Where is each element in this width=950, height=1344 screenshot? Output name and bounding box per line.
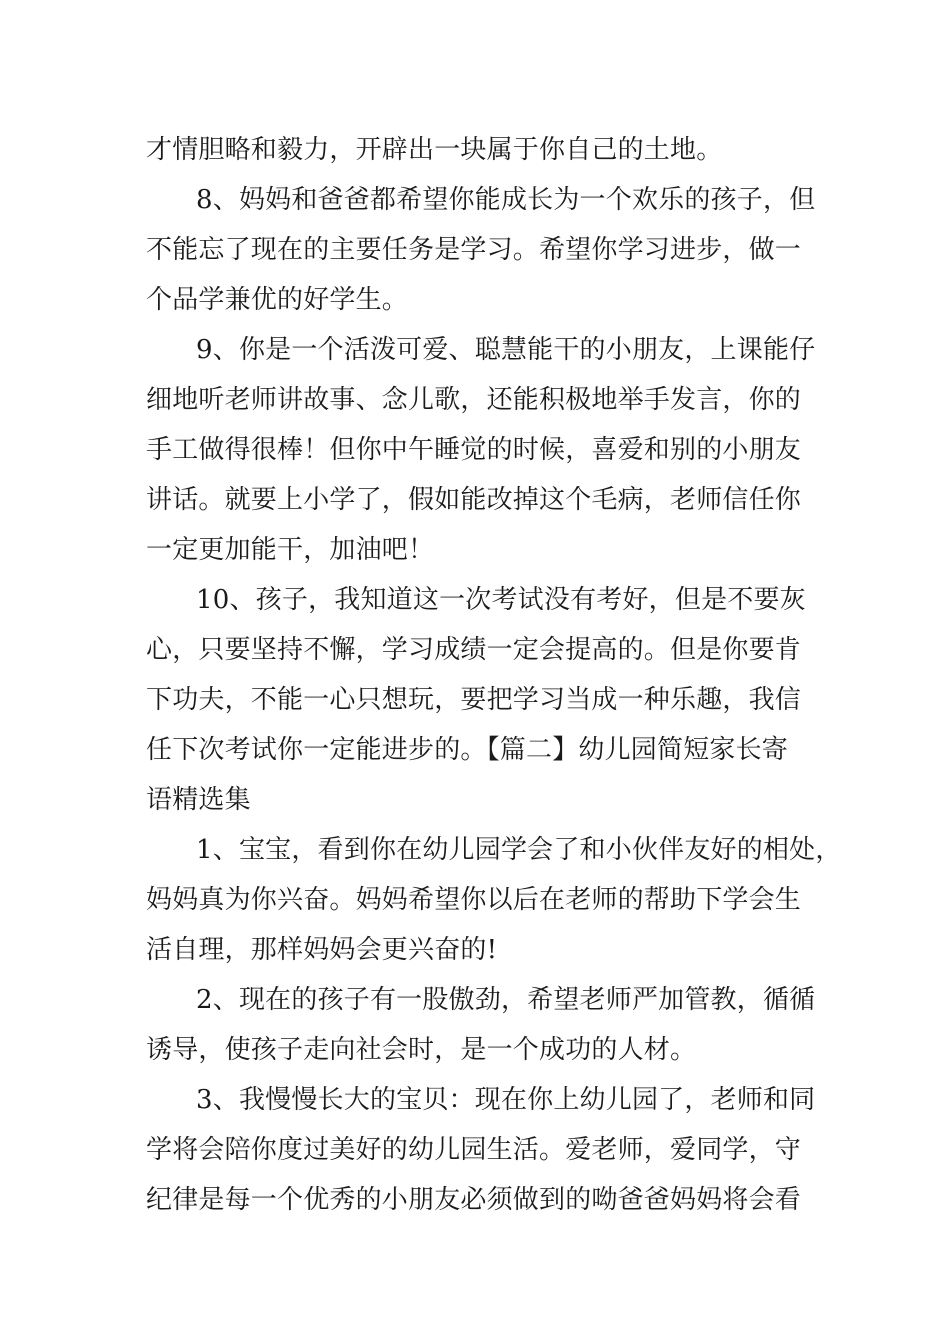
text-line: 下功夫，不能一心只想玩，要把学习当成一种乐趣，我信 [146, 685, 802, 715]
text-line: 不能忘了现在的主要任务是学习。希望你学习进步，做一 [146, 235, 802, 265]
text-line: 纪律是每一个优秀的小朋友必须做到的呦爸爸妈妈将会看 [146, 1185, 802, 1215]
text-line: 才情胆略和毅力，开辟出一块属于你自己的土地。 [146, 135, 723, 165]
text-line: 心，只要坚持不懈，学习成绩一定会提高的。但是你要肯 [146, 635, 802, 665]
text-line: 语精选集 [146, 785, 251, 815]
text-line: 讲话。就要上小学了，假如能改掉这个毛病，老师信任你 [146, 485, 802, 515]
text-line: 细地听老师讲故事、念儿歌，还能积极地举手发言，你的 [146, 385, 802, 415]
text-line: 10、孩子，我知道这一次考试没有考好，但是不要灰 [196, 585, 806, 615]
text-line: 1、宝宝，看到你在幼儿园学会了和小伙伴友好的相处， [196, 835, 842, 865]
text-line: 一定更加能干，加油吧！ [146, 535, 435, 565]
text-line: 学将会陪你度过美好的幼儿园生活。爱老师，爱同学，守 [146, 1135, 802, 1165]
text-line: 2、现在的孩子有一股傲劲，希望老师严加管教，循循 [196, 985, 816, 1015]
text-line: 任下次考试你一定能进步的。【篇二】幼儿园简短家长寄 [146, 735, 789, 765]
text-line: 诱导，使孩子走向社会时，是一个成功的人材。 [146, 1035, 697, 1065]
text-line: 个品学兼优的好学生。 [146, 285, 409, 315]
text-line: 活自理，那样妈妈会更兴奋的! [146, 935, 498, 965]
text-line: 9、你是一个活泼可爱、聪慧能干的小朋友，上课能仔 [196, 335, 816, 365]
text-line: 3、我慢慢长大的宝贝：现在你上幼儿园了，老师和同 [196, 1085, 816, 1115]
text-line: 手工做得很棒！但你中午睡觉的时候，喜爱和别的小朋友 [146, 435, 802, 465]
text-line: 妈妈真为你兴奋。妈妈希望你以后在老师的帮助下学会生 [146, 885, 802, 915]
text-line: 8、妈妈和爸爸都希望你能成长为一个欢乐的孩子，但 [196, 185, 816, 215]
